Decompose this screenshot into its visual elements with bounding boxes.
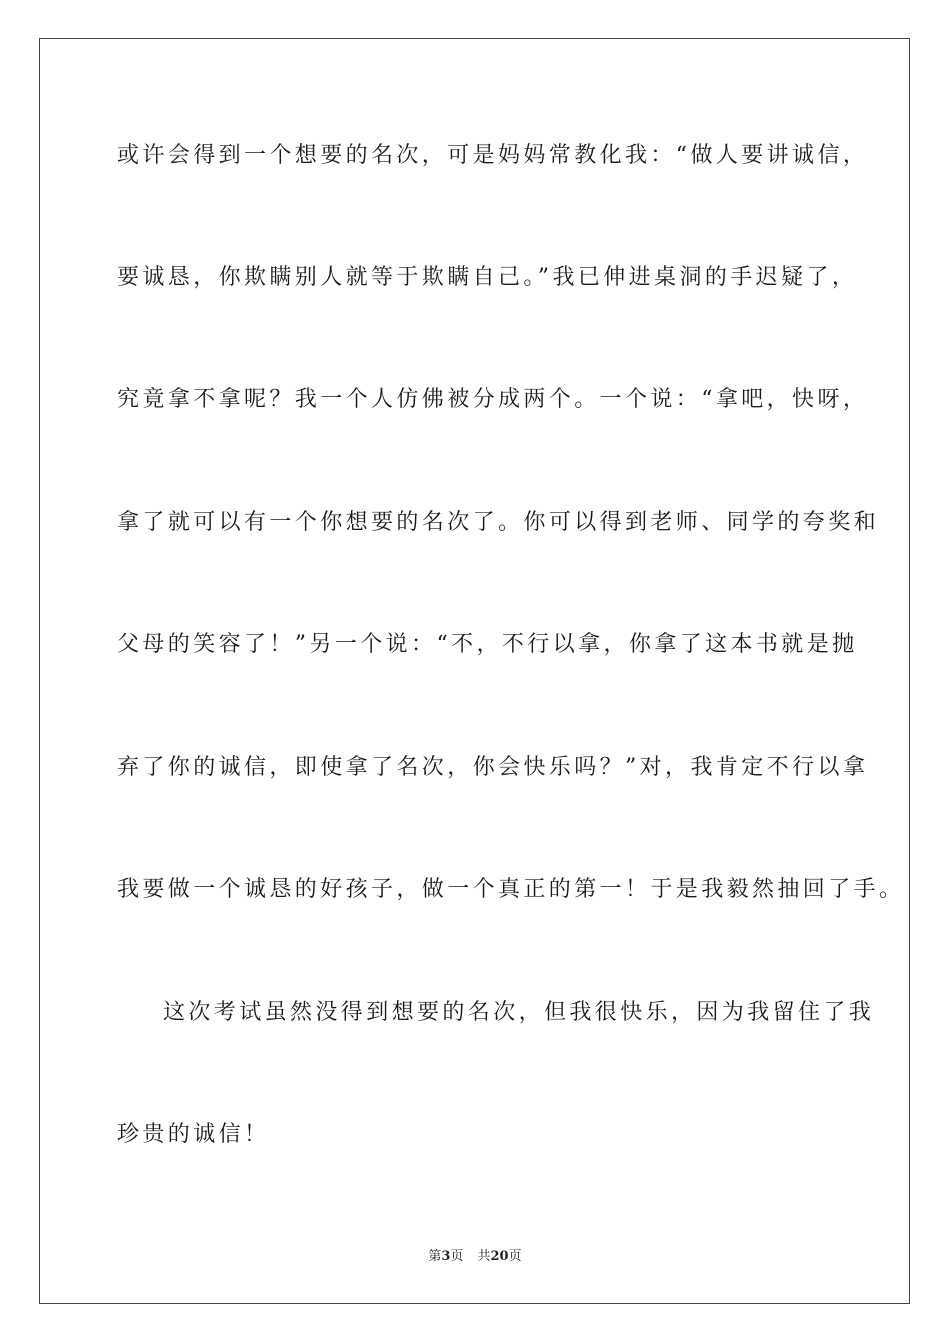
- body-line-6: 弃了你的诚信，即使拿了名次，你会快乐吗？”对，我肯定不行以拿: [117, 755, 869, 780]
- total-prefix: 共: [477, 1249, 491, 1264]
- total-suffix: 页: [508, 1249, 522, 1264]
- page-number: 3: [441, 1249, 451, 1264]
- page-prefix: 第: [428, 1249, 442, 1264]
- page-footer: [0, 1248, 950, 1266]
- page-suffix: 页: [450, 1249, 464, 1264]
- body-line-4: 拿了就可以有一个你想要的名次了。你可以得到老师、同学的夸奖和: [117, 510, 880, 535]
- body-line-5: 父母的笑容了！”另一个说：“不，不行以拿，你拿了这本书就是抛: [117, 632, 858, 657]
- page-border: [39, 38, 910, 1304]
- body-line-1: 或许会得到一个想要的名次，可是妈妈常教化我：“做人要讲诚信，: [117, 143, 869, 168]
- body-line-2: 要诚恳，你欺瞒别人就等于欺瞒自己。”我已伸进桌洞的手迟疑了，: [117, 265, 858, 290]
- body-line-8-paragraph-start: 这次考试虽然没得到想要的名次，但我很快乐，因为我留住了我: [163, 1000, 875, 1025]
- body-line-9: 珍贵的诚信！: [117, 1122, 270, 1147]
- body-line-3: 究竟拿不拿呢？我一个人仿佛被分成两个。一个说：“拿吧，快呀，: [117, 387, 869, 412]
- body-line-7: 我要做一个诚恳的好孩子，做一个真正的第一！于是我毅然抽回了手。: [117, 877, 905, 902]
- total-pages: 20: [490, 1249, 509, 1264]
